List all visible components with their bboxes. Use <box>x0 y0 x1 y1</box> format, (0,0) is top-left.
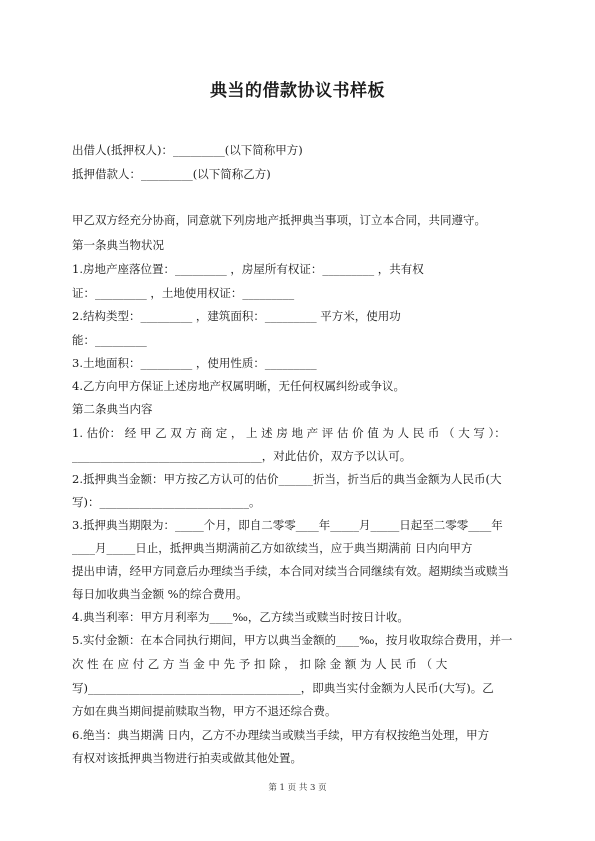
preamble-line: 甲乙双方经充分协商，同意就下列房地产抵押典当事项，订立本合同，共同遵守。 <box>72 213 486 227</box>
clause-line: ____月_____日止，抵押典当期满前乙方如欲续当，应于典当期满前 日内向甲方 <box>72 541 473 555</box>
clause-line: 4.乙方向甲方保证上述房地产权属明晰，无任何权属纠纷或争议。 <box>72 379 405 393</box>
clause-line: 1. 估价： 经 甲 乙 双 方 商 定 ， 上 述 房 地 产 评 估 价 值 为 人 民 币 （ 大 写 ）： <box>72 426 506 440</box>
page-number-footer: 第 1 页 共 3 页 <box>268 783 327 793</box>
clause-line: 2.抵押典当金额：甲方按乙方认可的估价______折当，折当后的典当金额为人民币(大 <box>72 472 502 486</box>
clause-line: 5.实付金额：在本合同执行期间，甲方以典当金额的____‰，按月收取综合费用，并一 <box>72 633 513 647</box>
clause-line: 方如在典当期间提前赎取当物，甲方不退还综合费。 <box>72 704 337 718</box>
clause-line: 写)：__________________________。 <box>72 495 261 509</box>
clause-line: 6.绝当：典当期满 日内，乙方不办理续当或赎当手续，甲方有权按绝当处理，甲方 <box>72 728 490 742</box>
lender-line: 出借人(抵押权人)：_________(以下简称甲方) <box>72 143 303 157</box>
article-2-heading: 第二条典当内容 <box>72 402 153 416</box>
clause-line: 写)_____________________________________，即典当实付金额为人民币(大写)。乙 <box>72 681 494 695</box>
clause-line: 能：_________ <box>72 333 147 347</box>
borrower-line: 抵押借款人：_________(以下简称乙方) <box>72 167 271 181</box>
clause-line: 每日加收典当金额 %的综合费用。 <box>72 587 248 601</box>
clause-line: 4.典当利率：甲方月利率为____‰，乙方续当或赎当时按日计收。 <box>72 610 409 624</box>
clause-line: 提出申请，经甲方同意后办理续当手续，本合同对续当合同继续有效。超期续当或赎当 <box>72 564 509 578</box>
clause-line: 次 性 在 应 付 乙 方 当 金 中 先 予 扣 除 ， 扣 除 金 额 为 人 民 币 （ 大 <box>72 657 448 671</box>
clause-line: 3.抵押典当期限为：_____个月，即自二零零____年_____月_____日起至二零零____年 <box>72 518 503 532</box>
clause-line: 有权对该抵押典当物进行拍卖或做其他处置。 <box>72 751 302 765</box>
document-title: 典当的借款协议书样板 <box>210 81 385 101</box>
article-1-heading: 第一条典当物状况 <box>72 238 164 252</box>
clause-line: 1.房地产座落位置：_________ ，房屋所有权证：_________ ，共有权 <box>72 262 424 276</box>
clause-line: 2.结构类型：_________ ，建筑面积：_________ 平方米，使用功 <box>72 309 401 323</box>
clause-line: _________________________________，对此估价，双方予以认可。 <box>72 449 412 463</box>
clause-line: 3.土地面积：_________ ，使用性质：_________ <box>72 356 317 370</box>
clause-line: 证：_________ ，土地使用权证：_________ <box>72 286 295 300</box>
